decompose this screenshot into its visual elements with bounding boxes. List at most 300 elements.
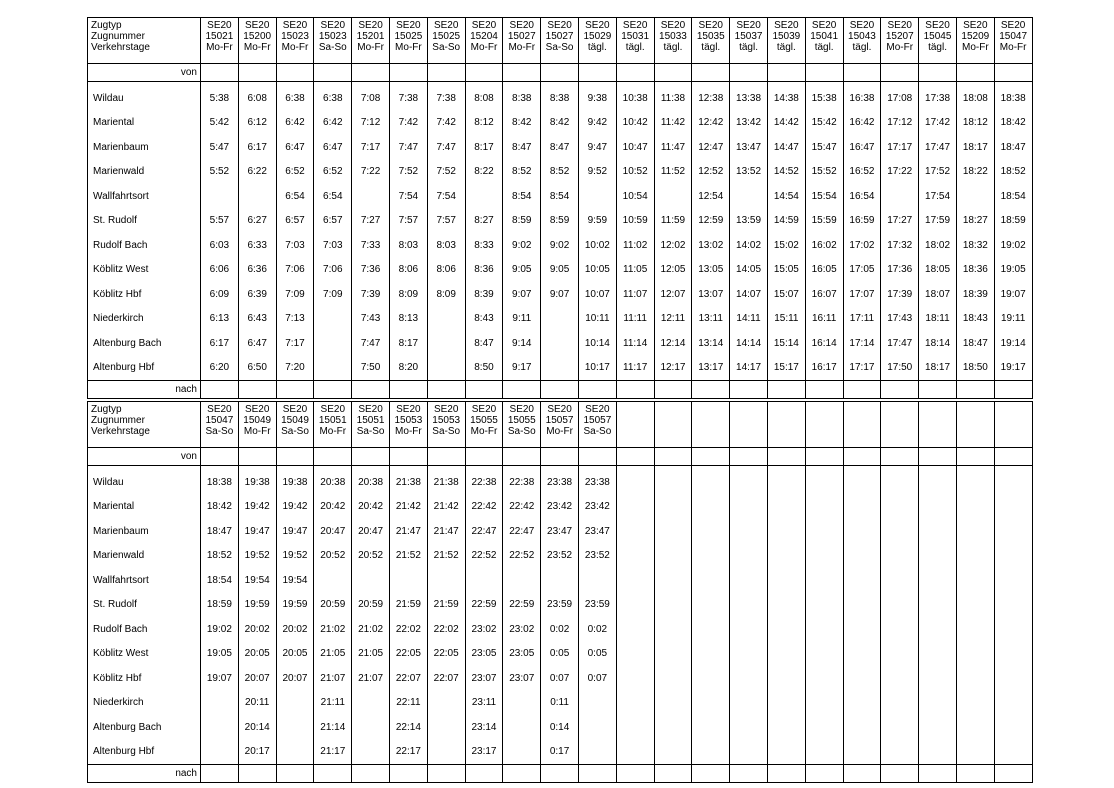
empty-cell xyxy=(805,448,843,466)
time-cell: 10:54 xyxy=(616,184,654,209)
empty-cell xyxy=(201,448,239,466)
train-number: 15209 xyxy=(961,31,990,42)
time-cell: 14:52 xyxy=(767,160,805,185)
time-cell xyxy=(994,691,1032,716)
time-cell: 12:14 xyxy=(654,331,692,356)
empty-cell xyxy=(994,765,1032,783)
train-header-cell xyxy=(994,18,1032,64)
time-cell: 18:42 xyxy=(994,111,1032,136)
time-cell: 7:03 xyxy=(276,233,314,258)
time-cell xyxy=(654,715,692,740)
time-cell: 23:42 xyxy=(541,495,579,520)
time-cell: 6:38 xyxy=(276,82,314,111)
time-cell xyxy=(201,740,239,765)
time-cell xyxy=(578,184,616,209)
time-cell: 0:05 xyxy=(578,642,616,667)
time-cell: 12:05 xyxy=(654,258,692,283)
train-days: Mo-Fr xyxy=(281,42,309,53)
time-cell: 18:22 xyxy=(956,160,994,185)
time-cell: 20:02 xyxy=(276,617,314,642)
time-cell: 6:57 xyxy=(276,209,314,234)
station-row xyxy=(88,495,1033,520)
time-cell xyxy=(616,691,654,716)
time-cell: 17:59 xyxy=(919,209,957,234)
train-type: SE20 xyxy=(244,20,270,31)
time-cell xyxy=(805,691,843,716)
time-cell: 22:02 xyxy=(389,617,427,642)
time-cell: 21:47 xyxy=(427,519,465,544)
station-row xyxy=(88,466,1033,495)
header-labels-cell xyxy=(88,18,201,64)
time-cell xyxy=(805,715,843,740)
time-cell: 10:17 xyxy=(578,356,616,381)
time-cell: 8:50 xyxy=(465,356,503,381)
station-row xyxy=(88,258,1033,283)
time-cell xyxy=(201,715,239,740)
time-cell xyxy=(654,184,692,209)
time-cell xyxy=(654,666,692,691)
train-type: SE20 xyxy=(1000,20,1026,31)
time-cell: 7:06 xyxy=(314,258,352,283)
time-cell xyxy=(843,466,881,495)
time-cell: 7:22 xyxy=(352,160,390,185)
train-number: 15035 xyxy=(696,31,725,42)
time-cell xyxy=(919,617,957,642)
time-cell xyxy=(919,715,957,740)
time-cell: 8:09 xyxy=(427,282,465,307)
time-cell xyxy=(427,356,465,381)
time-cell xyxy=(843,666,881,691)
station-row xyxy=(88,307,1033,332)
time-cell xyxy=(994,568,1032,593)
time-cell: 10:59 xyxy=(616,209,654,234)
time-cell: 23:47 xyxy=(541,519,579,544)
time-cell: 15:14 xyxy=(767,331,805,356)
time-cell: 9:02 xyxy=(541,233,579,258)
time-cell xyxy=(994,593,1032,618)
time-cell: 19:07 xyxy=(994,282,1032,307)
time-cell: 7:50 xyxy=(352,356,390,381)
empty-cell xyxy=(352,765,390,783)
time-cell: 0:11 xyxy=(541,691,579,716)
time-cell: 17:38 xyxy=(919,82,957,111)
empty-cell xyxy=(692,64,730,82)
empty-cell xyxy=(654,765,692,783)
time-cell: 8:42 xyxy=(503,111,541,136)
train-days: Mo-Fr xyxy=(243,42,271,53)
time-cell xyxy=(805,642,843,667)
time-cell: 11:47 xyxy=(654,135,692,160)
time-cell xyxy=(654,740,692,765)
train-header-cell xyxy=(427,18,465,64)
time-cell: 20:59 xyxy=(314,593,352,618)
empty-cell xyxy=(994,381,1032,399)
time-cell: 20:42 xyxy=(314,495,352,520)
time-cell xyxy=(427,740,465,765)
train-number: 15055 xyxy=(470,415,498,426)
empty-cell xyxy=(616,448,654,466)
time-cell xyxy=(654,519,692,544)
empty-cell xyxy=(465,64,503,82)
empty-cell xyxy=(956,381,994,399)
time-cell: 16:47 xyxy=(843,135,881,160)
empty-cell xyxy=(843,381,881,399)
time-cell: 19:54 xyxy=(238,568,276,593)
time-cell xyxy=(805,495,843,520)
station-row xyxy=(88,519,1033,544)
time-cell: 14:14 xyxy=(730,331,768,356)
time-cell: 15:52 xyxy=(805,160,843,185)
train-header-cell xyxy=(654,18,692,64)
time-cell: 8:59 xyxy=(503,209,541,234)
train-number: 15049 xyxy=(243,415,272,426)
time-cell xyxy=(692,568,730,593)
train-type: SE20 xyxy=(396,404,421,415)
train-days: Sa-So xyxy=(507,426,536,437)
time-cell xyxy=(805,519,843,544)
time-cell: 19:05 xyxy=(201,642,239,667)
empty-cell xyxy=(427,64,465,82)
train-number: 15207 xyxy=(885,31,914,42)
time-cell xyxy=(767,740,805,765)
time-cell: 18:54 xyxy=(994,184,1032,209)
time-cell xyxy=(578,715,616,740)
train-header-cell xyxy=(352,18,390,64)
train-days: tägl. xyxy=(625,42,645,53)
time-cell: 14:47 xyxy=(767,135,805,160)
train-type: SE20 xyxy=(244,404,270,415)
time-cell xyxy=(843,715,881,740)
time-cell xyxy=(578,691,616,716)
time-cell: 9:52 xyxy=(578,160,616,185)
train-number: 15055 xyxy=(507,415,536,426)
time-cell: 13:52 xyxy=(730,160,768,185)
time-cell xyxy=(881,691,919,716)
train-days: tägl. xyxy=(587,42,607,53)
time-cell: 8:03 xyxy=(427,233,465,258)
time-cell: 18:36 xyxy=(956,258,994,283)
time-cell: 21:52 xyxy=(427,544,465,569)
station-name: Wildau xyxy=(88,82,201,111)
station-row xyxy=(88,740,1033,765)
train-days: tägl. xyxy=(852,42,872,53)
time-cell xyxy=(314,356,352,381)
time-cell: 17:22 xyxy=(881,160,919,185)
time-cell xyxy=(805,666,843,691)
time-cell: 8:39 xyxy=(465,282,503,307)
time-cell xyxy=(692,691,730,716)
time-cell xyxy=(616,544,654,569)
time-cell xyxy=(692,466,730,495)
time-cell xyxy=(919,495,957,520)
time-cell xyxy=(730,666,768,691)
empty-cell xyxy=(767,765,805,783)
train-type: SE20 xyxy=(585,20,610,31)
time-cell xyxy=(730,495,768,520)
train-header-cell xyxy=(503,402,541,448)
time-cell: 5:47 xyxy=(201,135,239,160)
empty-cell xyxy=(541,381,579,399)
station-row xyxy=(88,617,1033,642)
time-cell: 18:32 xyxy=(956,233,994,258)
time-cell: 7:47 xyxy=(427,135,465,160)
time-cell xyxy=(730,715,768,740)
time-cell xyxy=(881,617,919,642)
time-cell xyxy=(881,568,919,593)
time-cell: 11:59 xyxy=(654,209,692,234)
station-row xyxy=(88,233,1033,258)
empty-cell xyxy=(314,765,352,783)
time-cell: 18:43 xyxy=(956,307,994,332)
train-header-cell xyxy=(465,402,503,448)
time-cell: 21:38 xyxy=(389,466,427,495)
time-cell: 22:47 xyxy=(465,519,503,544)
time-cell xyxy=(767,642,805,667)
time-cell: 19:07 xyxy=(201,666,239,691)
empty-cell xyxy=(201,381,239,399)
train-days: Sa-So xyxy=(281,426,309,437)
time-cell: 8:54 xyxy=(503,184,541,209)
train-type: SE20 xyxy=(963,20,988,31)
time-cell: 17:08 xyxy=(881,82,919,111)
time-cell: 23:17 xyxy=(465,740,503,765)
time-cell: 7:42 xyxy=(389,111,427,136)
time-cell: 18:07 xyxy=(919,282,957,307)
time-cell: 23:42 xyxy=(578,495,616,520)
station-row xyxy=(88,544,1033,569)
train-type: SE20 xyxy=(358,20,383,31)
time-cell: 8:17 xyxy=(389,331,427,356)
time-cell: 18:52 xyxy=(201,544,239,569)
time-cell xyxy=(956,519,994,544)
train-number: 15041 xyxy=(810,31,839,42)
train-type: SE20 xyxy=(396,20,421,31)
time-cell xyxy=(201,691,239,716)
time-cell: 17:14 xyxy=(843,331,881,356)
train-number: 15037 xyxy=(734,31,763,42)
time-cell xyxy=(692,593,730,618)
time-cell xyxy=(616,568,654,593)
train-days: Sa-So xyxy=(432,426,461,437)
train-days: Sa-So xyxy=(545,42,574,53)
train-days: tägl. xyxy=(776,42,796,53)
empty-cell xyxy=(730,381,768,399)
time-cell xyxy=(616,617,654,642)
train-header-cell xyxy=(730,402,768,448)
time-cell: 17:50 xyxy=(881,356,919,381)
station-name: St. Rudolf xyxy=(88,593,201,618)
empty-cell xyxy=(956,64,994,82)
time-cell: 6:47 xyxy=(238,331,276,356)
time-cell: 7:47 xyxy=(389,135,427,160)
time-cell: 7:09 xyxy=(314,282,352,307)
time-cell xyxy=(919,568,957,593)
station-row xyxy=(88,82,1033,111)
empty-cell xyxy=(881,448,919,466)
train-type: SE20 xyxy=(207,20,232,31)
train-days: Sa-So xyxy=(356,426,385,437)
time-cell xyxy=(276,691,314,716)
train-number: 15029 xyxy=(583,31,612,42)
time-cell: 22:17 xyxy=(389,740,427,765)
time-cell: 16:42 xyxy=(843,111,881,136)
time-cell: 8:09 xyxy=(389,282,427,307)
train-type: SE20 xyxy=(547,404,572,415)
time-cell: 23:59 xyxy=(578,593,616,618)
train-number: 15053 xyxy=(394,415,423,426)
time-cell: 17:02 xyxy=(843,233,881,258)
time-cell: 15:38 xyxy=(805,82,843,111)
time-cell: 12:42 xyxy=(692,111,730,136)
time-cell: 0:14 xyxy=(541,715,579,740)
train-days: Mo-Fr xyxy=(470,42,498,53)
time-cell: 9:02 xyxy=(503,233,541,258)
time-cell: 16:14 xyxy=(805,331,843,356)
train-header-cell xyxy=(956,18,994,64)
time-cell: 15:07 xyxy=(767,282,805,307)
destination-row xyxy=(88,381,1033,399)
time-cell: 6:08 xyxy=(238,82,276,111)
time-cell: 19:14 xyxy=(994,331,1032,356)
train-type: SE20 xyxy=(622,20,648,31)
station-name: Wallfahrtsort xyxy=(88,184,201,209)
time-cell xyxy=(805,617,843,642)
header-labels-cell xyxy=(88,402,201,448)
train-days: tägl. xyxy=(814,42,834,53)
time-cell: 8:52 xyxy=(503,160,541,185)
time-cell: 6:42 xyxy=(276,111,314,136)
time-cell: 19:38 xyxy=(276,466,314,495)
train-header-cell xyxy=(843,18,881,64)
time-cell: 0:02 xyxy=(578,617,616,642)
empty-cell xyxy=(805,381,843,399)
time-cell: 20:47 xyxy=(352,519,390,544)
time-cell: 7:06 xyxy=(276,258,314,283)
time-cell: 13:07 xyxy=(692,282,730,307)
time-cell: 16:54 xyxy=(843,184,881,209)
time-cell: 7:42 xyxy=(427,111,465,136)
empty-cell xyxy=(541,765,579,783)
time-cell: 13:42 xyxy=(730,111,768,136)
time-cell xyxy=(578,740,616,765)
train-header-cell xyxy=(805,18,843,64)
time-cell: 21:11 xyxy=(314,691,352,716)
time-cell: 10:52 xyxy=(616,160,654,185)
empty-cell xyxy=(692,448,730,466)
time-cell: 8:47 xyxy=(503,135,541,160)
time-cell: 6:22 xyxy=(238,160,276,185)
time-cell: 16:11 xyxy=(805,307,843,332)
time-cell: 18:08 xyxy=(956,82,994,111)
time-cell: 18:47 xyxy=(956,331,994,356)
time-cell xyxy=(956,184,994,209)
time-cell: 23:47 xyxy=(578,519,616,544)
train-header-cell xyxy=(767,18,805,64)
time-cell xyxy=(692,495,730,520)
train-header-cell xyxy=(919,402,957,448)
station-row xyxy=(88,691,1033,716)
time-cell: 21:05 xyxy=(352,642,390,667)
time-cell xyxy=(616,642,654,667)
empty-cell xyxy=(692,381,730,399)
time-cell: 18:17 xyxy=(956,135,994,160)
time-cell xyxy=(616,740,654,765)
empty-cell xyxy=(805,64,843,82)
time-cell: 6:27 xyxy=(238,209,276,234)
train-header-cell xyxy=(881,18,919,64)
time-cell: 22:02 xyxy=(427,617,465,642)
empty-cell xyxy=(767,448,805,466)
train-days: Mo-Fr xyxy=(395,426,422,437)
time-cell: 14:17 xyxy=(730,356,768,381)
time-cell: 13:17 xyxy=(692,356,730,381)
time-cell xyxy=(730,740,768,765)
time-cell: 11:05 xyxy=(616,258,654,283)
time-cell: 23:07 xyxy=(503,666,541,691)
empty-cell xyxy=(919,381,957,399)
time-cell: 0:17 xyxy=(541,740,579,765)
time-cell: 22:59 xyxy=(465,593,503,618)
empty-cell xyxy=(201,765,239,783)
train-number: 15053 xyxy=(432,415,461,426)
empty-cell xyxy=(276,448,314,466)
station-name: Niederkirch xyxy=(88,307,201,332)
time-cell: 23:05 xyxy=(465,642,503,667)
empty-cell xyxy=(389,448,427,466)
empty-cell xyxy=(427,448,465,466)
time-cell: 18:38 xyxy=(201,466,239,495)
time-cell xyxy=(994,740,1032,765)
station-name: Niederkirch xyxy=(88,691,201,716)
time-cell xyxy=(843,691,881,716)
time-cell xyxy=(843,740,881,765)
time-cell: 18:39 xyxy=(956,282,994,307)
station-name: Mariental xyxy=(88,495,201,520)
time-cell: 23:07 xyxy=(465,666,503,691)
time-cell: 7:38 xyxy=(389,82,427,111)
time-cell: 14:07 xyxy=(730,282,768,307)
time-cell: 17:17 xyxy=(843,356,881,381)
time-cell: 20:52 xyxy=(352,544,390,569)
time-cell: 20:42 xyxy=(352,495,390,520)
time-cell xyxy=(956,568,994,593)
time-cell: 14:59 xyxy=(767,209,805,234)
time-cell: 15:47 xyxy=(805,135,843,160)
time-cell: 10:38 xyxy=(616,82,654,111)
train-header-cell xyxy=(238,402,276,448)
time-cell: 21:59 xyxy=(389,593,427,618)
empty-cell xyxy=(238,765,276,783)
time-cell: 6:43 xyxy=(238,307,276,332)
time-cell: 16:05 xyxy=(805,258,843,283)
time-cell: 18:12 xyxy=(956,111,994,136)
time-cell: 15:54 xyxy=(805,184,843,209)
time-cell: 23:59 xyxy=(541,593,579,618)
time-cell: 22:59 xyxy=(503,593,541,618)
empty-cell xyxy=(352,381,390,399)
station-name: St. Rudolf xyxy=(88,209,201,234)
time-cell: 8:47 xyxy=(541,135,579,160)
time-cell xyxy=(881,666,919,691)
empty-cell xyxy=(201,64,239,82)
time-cell xyxy=(730,642,768,667)
time-cell xyxy=(352,184,390,209)
train-header-cell xyxy=(994,402,1032,448)
time-cell xyxy=(616,466,654,495)
time-cell xyxy=(805,568,843,593)
time-cell: 10:05 xyxy=(578,258,616,283)
train-header-cell xyxy=(541,402,579,448)
